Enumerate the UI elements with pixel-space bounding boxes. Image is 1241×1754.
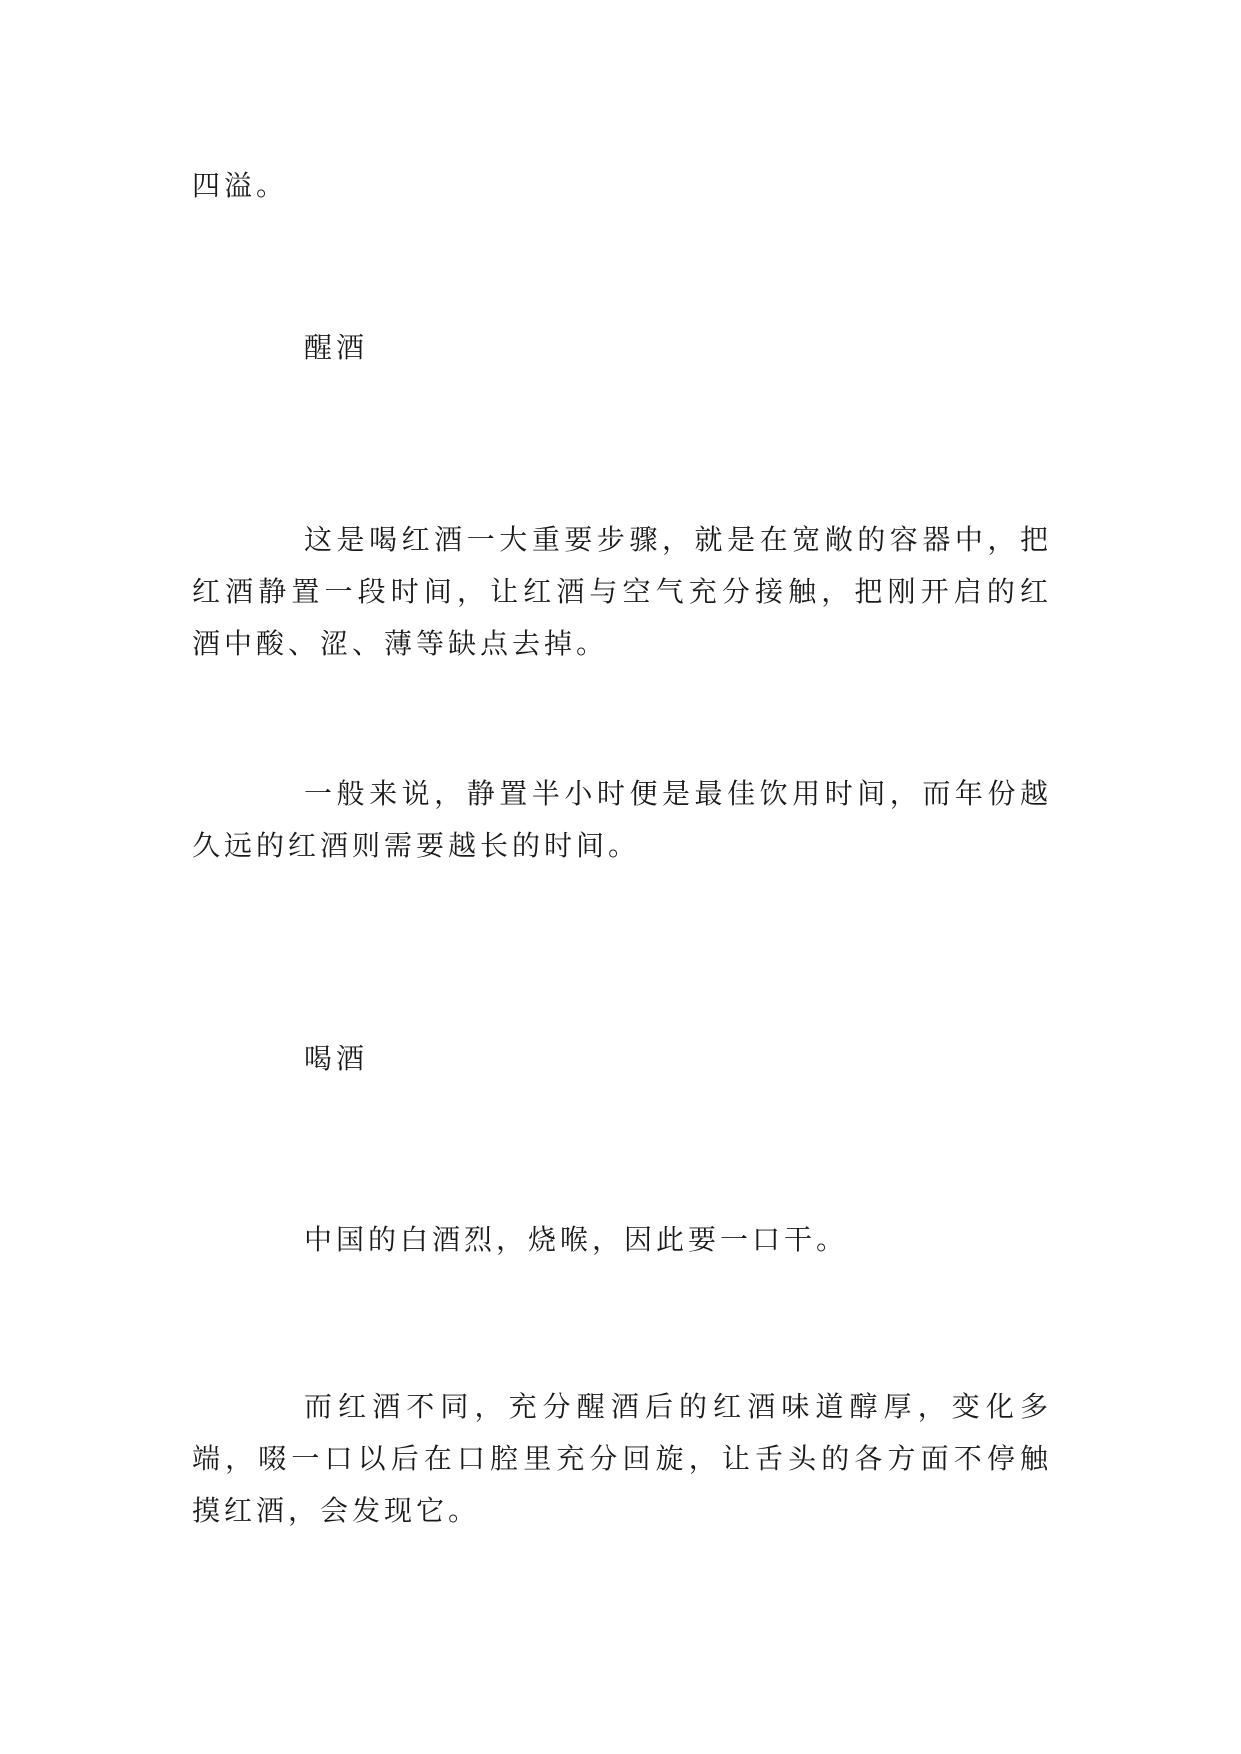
section-heading-decanting: 醒酒	[304, 331, 369, 364]
paragraph-baijiu: 中国的白酒烈，烧喉，因此要一口干。	[304, 1223, 849, 1256]
paragraph-red-wine-tasting: 而红酒不同，充分醒酒后的红酒味道醇厚，变化多端，啜一口以后在口腔里充分回旋，让舌头的各方面不停触摸红酒，会发现它。	[192, 1390, 1052, 1527]
section-heading-drinking: 喝酒	[304, 1042, 369, 1075]
paragraph-decanting-time: 一般来说，静置半小时便是最佳饮用时间，而年份越久远的红酒则需要越长的时间。	[192, 777, 1052, 862]
paragraph-decanting-description: 这是喝红酒一大重要步骤，就是在宽敞的容器中，把红酒静置一段时间，让红酒与空气充分接触，把刚开启的红酒中酸、涩、薄等缺点去掉。	[192, 523, 1052, 660]
paragraph-continuation: 四溢。	[192, 169, 289, 202]
